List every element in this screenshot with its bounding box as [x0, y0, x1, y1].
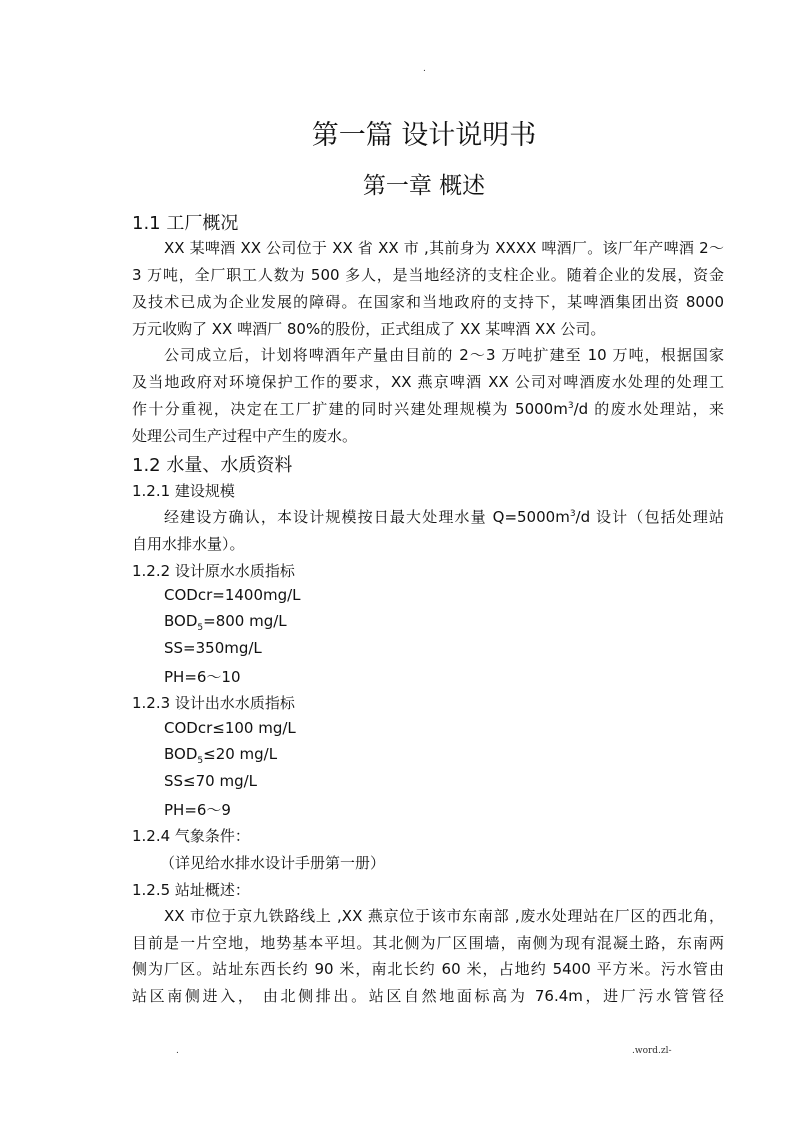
paragraph-line: 及当地政府对环境保护工作的要求，XX 燕京啤酒 XX 公司对啤酒废水处理的处理工 [132, 373, 724, 391]
text-segment: =800 mg/L [203, 612, 287, 630]
paragraph-line: 处理公司生产过程中产生的废水。 [132, 427, 358, 445]
paragraph-line: XX 市位于京九铁路线上 ,XX 燕京位于该市东南部 ,废水处理站在厂区的西北角， [164, 907, 724, 925]
paragraph-line: 及技术已成为企业发展的障碍。在国家和当地政府的支持下，某啤酒集团出资 8000 [132, 293, 724, 311]
raw-bod [164, 612, 287, 633]
text-segment: 作十分重视，决定在工厂扩建的同时兴建处理规模为 5000m [132, 400, 568, 418]
chapter-title: 第一章 概述 [362, 173, 486, 199]
text-segment: ≤20 mg/L [203, 745, 278, 763]
page-title: 第一篇 设计说明书 [311, 120, 537, 151]
subsection-heading-1-2-5: 1.2.5 站址概述： [132, 881, 250, 899]
section-heading-1-2: 1.2 水量、水质资料 [132, 455, 293, 476]
raw-ss: SS=350mg/L [164, 639, 262, 657]
text-segment: BOD [164, 612, 198, 630]
paragraph-line [132, 398, 724, 419]
text-segment: /d 的废水处理站，来 [573, 400, 724, 418]
header-mark: . [423, 64, 426, 74]
out-ss: SS≤70 mg/L [164, 772, 258, 790]
weather-note: （详见给水排水设计手册第一册） [160, 854, 386, 872]
paragraph-line: XX 某啤酒 XX 公司位于 XX 省 XX 市 ,其前身为 XXXX 啤酒厂。该厂年产啤酒 2～ [164, 239, 724, 257]
subsection-heading-1-2-3: 1.2.3 设计出水水质指标 [132, 694, 295, 712]
subsection-heading-1-2-2: 1.2.2 设计原水水质指标 [132, 562, 295, 580]
footer-right-mark: .word.zl- [632, 1046, 672, 1056]
footer-left-mark: . [176, 1046, 179, 1056]
paragraph-line: 万元收购了 XX 啤酒厂 80%的股份，正式组成了 XX 某啤酒 XX 公司。 [132, 320, 606, 338]
text-segment: 经建设方确认，本设计规模按日最大处理水量 Q=5000m [164, 508, 570, 526]
subsection-heading-1-2-1: 1.2.1 建设规模 [132, 482, 235, 500]
paragraph-line: 侧为厂区。站址东西长约 90 米，南北长约 60 米，占地约 5400 平方米。污水管由 [132, 960, 724, 978]
paragraph-line: 3 万吨，全厂职工人数为 500 多人，是当地经济的支柱企业。随着企业的发展，资金 [132, 266, 724, 284]
text-segment: BOD [164, 745, 198, 763]
out-bod [164, 745, 278, 766]
raw-ph: PH=6～10 [164, 668, 241, 686]
out-ph: PH=6～9 [164, 801, 231, 819]
subsection-heading-1-2-4: 1.2.4 气象条件： [132, 827, 250, 845]
text-segment: /d 设计（包括处理站 [575, 508, 724, 526]
paragraph-line [164, 506, 724, 527]
superscript: 3 [567, 401, 574, 411]
paragraph-line: 公司成立后，计划将啤酒年产量由目前的 2～3 万吨扩建至 10 万吨，根据国家 [164, 346, 724, 364]
raw-cod: CODcr=1400mg/L [164, 586, 301, 604]
paragraph-line: 站区南侧进入， 由北侧排出。站区自然地面标高为 76.4m，进厂污水管管径 [132, 987, 724, 1005]
superscript: 3 [569, 509, 576, 519]
paragraph-line: 目前是一片空地，地势基本平坦。其北侧为厂区围墙，南侧为现有混凝土路，东南两 [132, 934, 724, 952]
subscript: 5 [197, 756, 204, 766]
subscript: 5 [197, 623, 204, 633]
paragraph-line: 自用水排水量）。 [132, 535, 245, 553]
out-cod: CODcr≤100 mg/L [164, 719, 296, 737]
section-heading-1-1: 1.1 工厂概况 [132, 213, 239, 234]
